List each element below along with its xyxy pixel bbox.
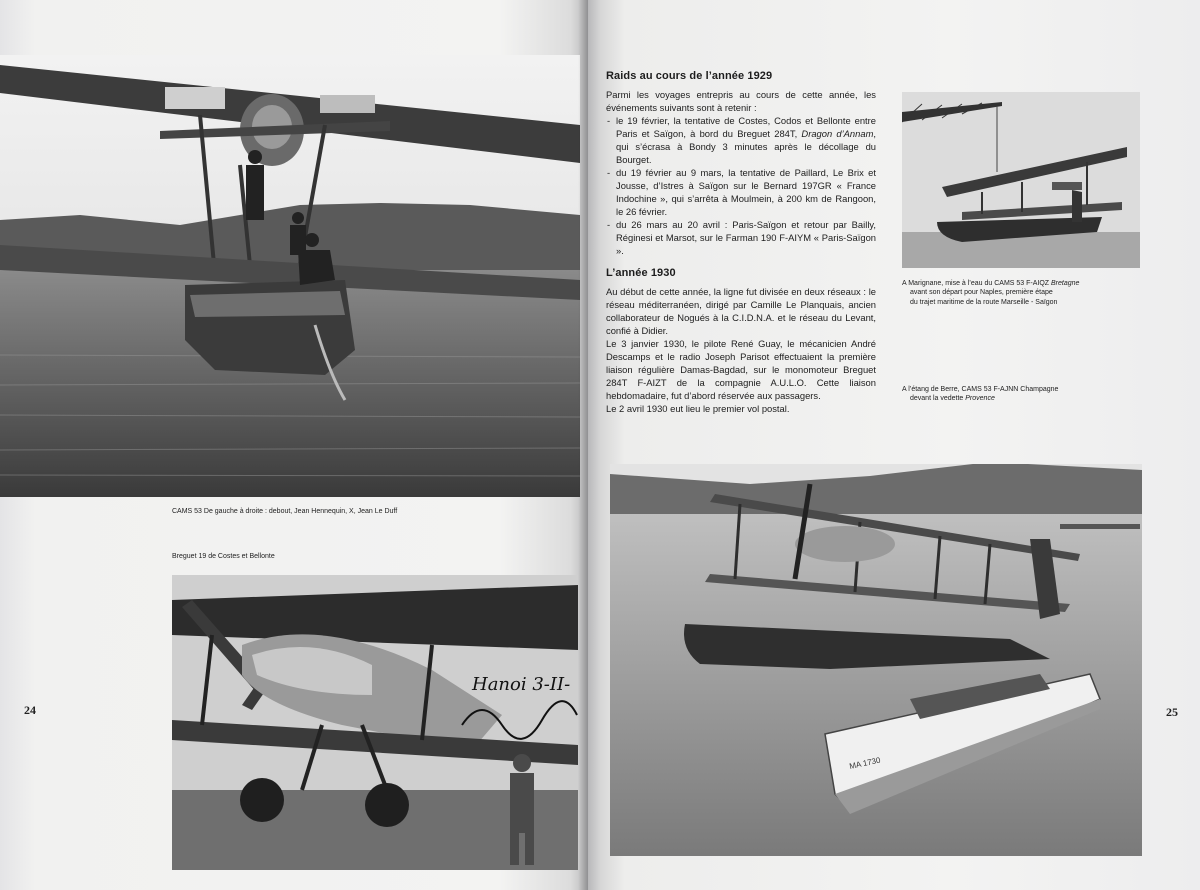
list-item: - du 19 février au 9 mars, la tentative de Paillard, Le Brix et Jousse, d’Istres à Saïgon sur le Bernard 197GR « France Indochine », qui s’arrêta à Moulmein, à 200 km de Rangoon, le 26 février. xyxy=(606,166,876,218)
cams53-crew-photo xyxy=(0,55,580,497)
boat-registration: MA 1730 xyxy=(848,755,882,771)
list-item: - du 26 mars au 20 avril : Paris-Saïgon et retour par Bailly, Réginesi et Marsot, sur le Farman 190 F-AIYM « Paris-Saïgon ». xyxy=(606,218,876,257)
list-item: - le 19 février, la tentative de Costes, Codos et Bellonte entre Paris et Saïgon, à bord du Breguet 284T, Dragon d’Annam, qui s’écrasa à Bondy 3 minutes après le décollage du Bourget. xyxy=(606,114,876,166)
section2-paragraph: Au début de cette année, la ligne fut divisée en deux réseaux : le réseau méditerranéen, dirigé par Camille Le Planquais, ancien collaborateur de Nogués à la C.I.D.N.A. et le réseau du Levant, confié à Didier. xyxy=(606,286,876,336)
cams53-caption: CAMS 53 De gauche à droite : debout, Jean Hennequin, X, Jean Le Duff xyxy=(172,508,398,515)
right-page xyxy=(588,0,1200,890)
breguet19-photo xyxy=(172,575,578,870)
events-list xyxy=(606,114,876,257)
berre-photo xyxy=(610,464,1142,856)
section2-paragraph: Le 3 janvier 1930, le pilote René Guay, le mécanicien André Descamps et le radio Joseph Parisot effectuaient la première liaison régulière Damas-Bagdad, sur le monomoteur Breguet 284T F-AIZT de la compagnie A.U.L.O. Cette liaison hebdomadaire, fut d’abord réservée aux passagers. xyxy=(606,338,876,401)
section2-paragraph: Le 2 avril 1930 eut lieu le premier vol postal. xyxy=(606,403,790,414)
breguet19-caption: Breguet 19 de Costes et Bellonte xyxy=(172,553,275,560)
section1-intro: Parmi les voyages entrepris au cours de cette année, les événements suivants sont à retenir : xyxy=(606,89,876,113)
left-page xyxy=(0,0,588,890)
photo-inscription: Hanoi 3-II- xyxy=(472,674,571,695)
page-number-right: 25 xyxy=(1166,705,1178,719)
marignane-photo xyxy=(902,92,1140,268)
article-column xyxy=(606,70,876,415)
section-heading-1929: Raids au cours de l’année 1929 xyxy=(606,70,773,82)
berre-caption: A l’étang de Berre, CAMS 53 F-AJNN Champagne devant la vedette Provence xyxy=(902,386,1059,403)
section-heading-1930: L’année 1930 xyxy=(606,267,676,279)
page-number-left: 24 xyxy=(24,703,36,717)
marignane-caption: A Marignane, mise à l’eau du CAMS 53 F-AIQZ Bretagne avant son départ pour Naples, première étape du trajet maritime de la route Marseille - Saïgon xyxy=(902,280,1080,306)
